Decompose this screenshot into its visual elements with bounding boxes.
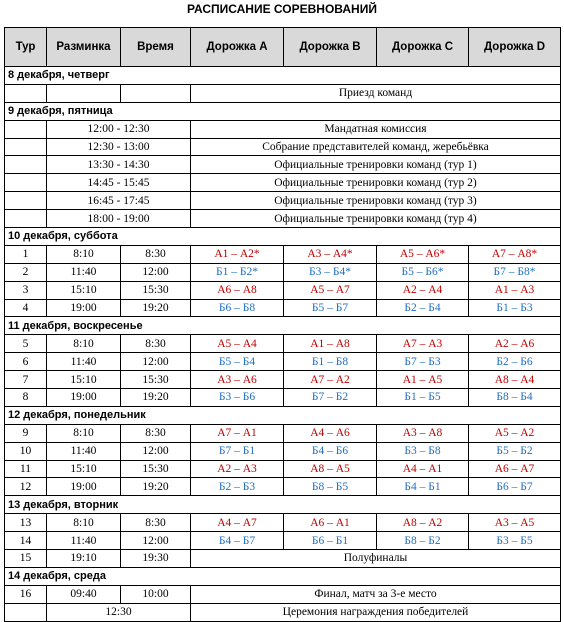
lane-a-cell: Б3 – Б6 bbox=[191, 389, 284, 407]
tour-cell: 8 bbox=[5, 389, 47, 407]
warmup-cell: 8:10 bbox=[47, 514, 121, 532]
lane-d-cell: Б7 – Б8* bbox=[469, 263, 561, 281]
tour-cell: 3 bbox=[5, 281, 47, 299]
lane-b-cell: Б5 – Б7 bbox=[284, 299, 377, 317]
time-cell: 8:30 bbox=[121, 514, 191, 532]
lane-a-cell: Б7 – Б1 bbox=[191, 442, 284, 460]
schedule-table bbox=[4, 27, 561, 622]
lane-c-cell: А7 – А3 bbox=[377, 335, 469, 353]
game-row bbox=[5, 424, 561, 442]
lane-c-cell: А3 – А8 bbox=[377, 424, 469, 442]
warmup-cell: 11:40 bbox=[47, 353, 121, 371]
tour-cell bbox=[5, 120, 47, 138]
event-row bbox=[5, 138, 561, 156]
day-row bbox=[5, 67, 561, 85]
lane-b-cell: А3 – А4* bbox=[284, 245, 377, 263]
tour-cell: 2 bbox=[5, 263, 47, 281]
event-row bbox=[5, 174, 561, 192]
game-row bbox=[5, 281, 561, 299]
time-cell: 19:30 bbox=[121, 550, 191, 568]
warmup-cell: 15:10 bbox=[47, 460, 121, 478]
lane-a-cell: А7 – А1 bbox=[191, 424, 284, 442]
event-row bbox=[5, 84, 561, 102]
tour-cell bbox=[5, 210, 47, 228]
warmup-cell: 09:40 bbox=[47, 585, 121, 603]
time-cell: 19:20 bbox=[121, 299, 191, 317]
tour-cell bbox=[5, 192, 47, 210]
header-lane-b: Дорожка B bbox=[284, 28, 377, 67]
lane-b-cell: Б8 – Б5 bbox=[284, 478, 377, 496]
warmup-cell: 15:10 bbox=[47, 371, 121, 389]
lane-d-cell: А7 – А8* bbox=[469, 245, 561, 263]
warmup-cell: 12:00 - 12:30 bbox=[47, 120, 191, 138]
lane-a-cell: Б2 – Б3 bbox=[191, 478, 284, 496]
tour-cell bbox=[5, 84, 47, 102]
tour-cell bbox=[5, 174, 47, 192]
tour-cell: 16 bbox=[5, 585, 47, 603]
lane-b-cell: Б1 – Б8 bbox=[284, 353, 377, 371]
time-cell: 19:20 bbox=[121, 478, 191, 496]
time-cell: 15:30 bbox=[121, 371, 191, 389]
lane-a-cell: Б4 – Б7 bbox=[191, 532, 284, 550]
lane-c-cell: Б8 – Б2 bbox=[377, 532, 469, 550]
header-lane-a: Дорожка A bbox=[191, 28, 284, 67]
tour-cell: 11 bbox=[5, 460, 47, 478]
lane-a-cell: А5 – А4 bbox=[191, 335, 284, 353]
day-row bbox=[5, 102, 561, 120]
tour-cell: 4 bbox=[5, 299, 47, 317]
lane-b-cell: А6 – А1 bbox=[284, 514, 377, 532]
lane-d-cell: Б6 – Б7 bbox=[469, 478, 561, 496]
header-row bbox=[5, 28, 561, 67]
lane-d-cell: Б2 – Б6 bbox=[469, 353, 561, 371]
tour-cell: 14 bbox=[5, 532, 47, 550]
warmup-cell: 19:00 bbox=[47, 478, 121, 496]
game-row bbox=[5, 389, 561, 407]
header-lane-c: Дорожка C bbox=[377, 28, 469, 67]
game-row bbox=[5, 460, 561, 478]
time-cell: 15:30 bbox=[121, 460, 191, 478]
day-label: 9 декабря, пятница bbox=[5, 102, 561, 120]
header-time: Время bbox=[121, 28, 191, 67]
lane-c-cell: Б4 – Б1 bbox=[377, 478, 469, 496]
day-row bbox=[5, 567, 561, 585]
warmup-cell: 8:10 bbox=[47, 424, 121, 442]
lane-d-cell: А6 – А7 bbox=[469, 460, 561, 478]
warmup-cell: 11:40 bbox=[47, 263, 121, 281]
game-row bbox=[5, 371, 561, 389]
lane-a-cell: А4 – А7 bbox=[191, 514, 284, 532]
game-row bbox=[5, 299, 561, 317]
warmup-cell: 19:00 bbox=[47, 299, 121, 317]
lane-a-cell: Б5 – Б4 bbox=[191, 353, 284, 371]
game-row bbox=[5, 478, 561, 496]
day-row bbox=[5, 496, 561, 514]
day-row bbox=[5, 228, 561, 246]
page-title: РАСПИСАНИЕ СОРЕВНОВАНИЙ bbox=[187, 2, 377, 16]
lane-b-cell: Б4 – Б6 bbox=[284, 442, 377, 460]
lane-b-cell: Б6 – Б1 bbox=[284, 532, 377, 550]
game-row bbox=[5, 335, 561, 353]
lane-b-cell: А5 – А7 bbox=[284, 281, 377, 299]
game-row bbox=[5, 532, 561, 550]
lane-a-cell: А1 – А2* bbox=[191, 245, 284, 263]
event-row bbox=[5, 210, 561, 228]
lane-c-cell: А1 – А5 bbox=[377, 371, 469, 389]
warmup-cell bbox=[47, 84, 121, 102]
lane-c-cell: А8 – А2 bbox=[377, 514, 469, 532]
lane-c-cell: Б2 – Б4 bbox=[377, 299, 469, 317]
lane-d-cell: А3 – А5 bbox=[469, 514, 561, 532]
game-row bbox=[5, 353, 561, 371]
event-cell: Полуфиналы bbox=[191, 550, 561, 568]
schedule-body bbox=[5, 67, 561, 622]
lane-b-cell: А1 – А8 bbox=[284, 335, 377, 353]
lane-b-cell: А7 – А2 bbox=[284, 371, 377, 389]
tour-cell bbox=[5, 138, 47, 156]
warmup-cell: 15:10 bbox=[47, 281, 121, 299]
lane-a-cell: Б6 – Б8 bbox=[191, 299, 284, 317]
tour-cell: 6 bbox=[5, 353, 47, 371]
warmup-cell: 12:30 - 13:00 bbox=[47, 138, 191, 156]
header-lane-d: Дорожка D bbox=[469, 28, 561, 67]
event-cell: Церемония награждения победителей bbox=[191, 603, 561, 621]
lane-d-cell: Б8 – Б4 bbox=[469, 389, 561, 407]
tour-cell bbox=[5, 603, 47, 621]
time-cell: 12:00 bbox=[121, 353, 191, 371]
header-warmup: Разминка bbox=[47, 28, 121, 67]
time-cell: 15:30 bbox=[121, 281, 191, 299]
day-row bbox=[5, 406, 561, 424]
tour-cell: 5 bbox=[5, 335, 47, 353]
time-cell: 19:20 bbox=[121, 389, 191, 407]
lane-c-cell: Б3 – Б8 bbox=[377, 442, 469, 460]
lane-d-cell: А5 – А2 bbox=[469, 424, 561, 442]
lane-c-cell: А2 – А4 bbox=[377, 281, 469, 299]
day-label: 8 декабря, четверг bbox=[5, 67, 561, 85]
warmup-cell: 11:40 bbox=[47, 442, 121, 460]
event-cell: Официальные тренировки команд (тур 3) bbox=[191, 192, 561, 210]
event-cell: Официальные тренировки команд (тур 1) bbox=[191, 156, 561, 174]
day-label: 11 декабря, воскресенье bbox=[5, 317, 561, 335]
lane-a-cell: А6 – А8 bbox=[191, 281, 284, 299]
event-cell: Собрание представителей команд, жеребьёвка bbox=[191, 138, 561, 156]
lane-c-cell: А5 – А6* bbox=[377, 245, 469, 263]
lane-a-cell: А3 – А6 bbox=[191, 371, 284, 389]
day-label: 13 декабря, вторник bbox=[5, 496, 561, 514]
event-row bbox=[5, 120, 561, 138]
warmup-cell: 8:10 bbox=[47, 335, 121, 353]
lane-c-cell: А4 – А1 bbox=[377, 460, 469, 478]
lane-a-cell: Б1 – Б2* bbox=[191, 263, 284, 281]
warmup-cell: 11:40 bbox=[47, 532, 121, 550]
warmup-cell: 8:10 bbox=[47, 245, 121, 263]
lane-b-cell: Б7 – Б2 bbox=[284, 389, 377, 407]
warmup-cell: 14:45 - 15:45 bbox=[47, 174, 191, 192]
day-label: 10 декабря, суббота bbox=[5, 228, 561, 246]
time-cell: 12:00 bbox=[121, 532, 191, 550]
tour-cell bbox=[5, 156, 47, 174]
day-label: 12 декабря, понедельник bbox=[5, 406, 561, 424]
lane-b-cell: А8 – А5 bbox=[284, 460, 377, 478]
warmup-cell: 12:30 bbox=[47, 603, 191, 621]
warmup-cell: 16:45 - 17:45 bbox=[47, 192, 191, 210]
event-row bbox=[5, 585, 561, 603]
lane-c-cell: Б1 – Б5 bbox=[377, 389, 469, 407]
lane-d-cell: А2 – А6 bbox=[469, 335, 561, 353]
game-row bbox=[5, 245, 561, 263]
lane-b-cell: Б3 – Б4* bbox=[284, 263, 377, 281]
time-cell: 10:00 bbox=[121, 585, 191, 603]
lane-d-cell: А8 – А4 bbox=[469, 371, 561, 389]
time-cell: 12:00 bbox=[121, 263, 191, 281]
event-row bbox=[5, 192, 561, 210]
time-cell: 12:00 bbox=[121, 442, 191, 460]
header-tour: Тур bbox=[5, 28, 47, 67]
day-row bbox=[5, 317, 561, 335]
event-cell: Приезд команд bbox=[191, 84, 561, 102]
warmup-cell: 19:00 bbox=[47, 389, 121, 407]
tour-cell: 9 bbox=[5, 424, 47, 442]
event-cell: Официальные тренировки команд (тур 4) bbox=[191, 210, 561, 228]
tour-cell: 7 bbox=[5, 371, 47, 389]
lane-a-cell: А2 – А3 bbox=[191, 460, 284, 478]
day-label: 14 декабря, среда bbox=[5, 567, 561, 585]
event-row bbox=[5, 603, 561, 621]
time-cell: 8:30 bbox=[121, 424, 191, 442]
lane-c-cell: Б7 – Б3 bbox=[377, 353, 469, 371]
event-row bbox=[5, 550, 561, 568]
time-cell bbox=[121, 84, 191, 102]
lane-c-cell: Б5 – Б6* bbox=[377, 263, 469, 281]
tour-cell: 13 bbox=[5, 514, 47, 532]
event-row bbox=[5, 156, 561, 174]
warmup-cell: 18:00 - 19:00 bbox=[47, 210, 191, 228]
time-cell: 8:30 bbox=[121, 245, 191, 263]
warmup-cell: 19:10 bbox=[47, 550, 121, 568]
tour-cell: 12 bbox=[5, 478, 47, 496]
warmup-cell: 13:30 - 14:30 bbox=[47, 156, 191, 174]
lane-d-cell: А1 – А3 bbox=[469, 281, 561, 299]
tour-cell: 15 bbox=[5, 550, 47, 568]
event-cell: Финал, матч за 3-е место bbox=[191, 585, 561, 603]
event-cell: Мандатная комиссия bbox=[191, 120, 561, 138]
game-row bbox=[5, 514, 561, 532]
tour-cell: 1 bbox=[5, 245, 47, 263]
game-row bbox=[5, 263, 561, 281]
lane-d-cell: Б1 – Б3 bbox=[469, 299, 561, 317]
lane-d-cell: Б3 – Б5 bbox=[469, 532, 561, 550]
tour-cell: 10 bbox=[5, 442, 47, 460]
lane-b-cell: А4 – А6 bbox=[284, 424, 377, 442]
time-cell: 8:30 bbox=[121, 335, 191, 353]
game-row bbox=[5, 442, 561, 460]
event-cell: Официальные тренировки команд (тур 2) bbox=[191, 174, 561, 192]
lane-d-cell: Б5 – Б2 bbox=[469, 442, 561, 460]
